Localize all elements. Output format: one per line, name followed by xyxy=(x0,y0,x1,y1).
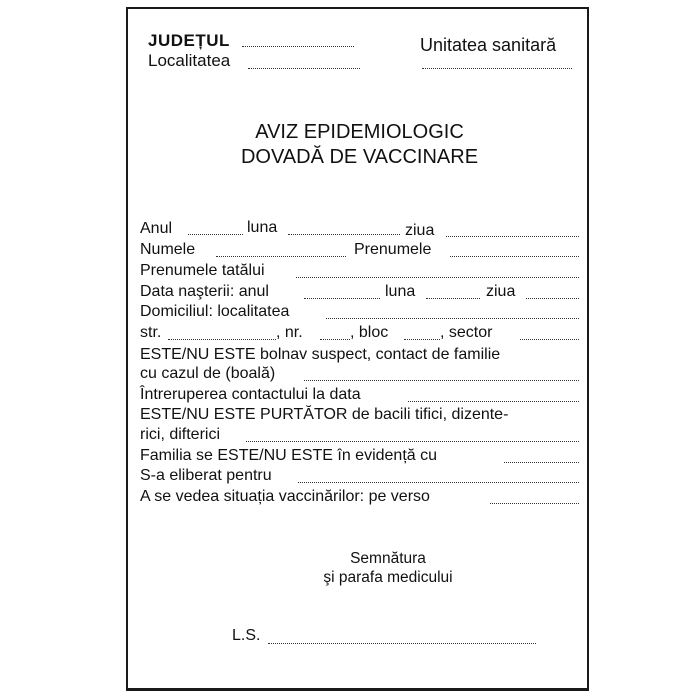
purtator-line-1: ESTE/NU ESTE PURTĂTOR de bacili tifici, dizente- xyxy=(140,406,509,423)
prenumele-field[interactable] xyxy=(450,256,579,257)
prenumele-tatalui-label: Prenumele tatălui xyxy=(140,262,265,279)
parafa-label: şi parafa medicului xyxy=(323,569,453,586)
unitate-sanitara-label: Unitatea sanitară xyxy=(420,35,557,55)
intreruperea-label: Întreruperea contactului la data xyxy=(140,386,361,403)
bloc-field[interactable] xyxy=(404,339,440,340)
boala-field[interactable] xyxy=(304,380,579,381)
anul-label: Anul xyxy=(140,220,173,237)
semnatura-label: Semnătura xyxy=(350,550,426,567)
str-field[interactable] xyxy=(168,339,276,340)
familia-label: Familia se ESTE/NU ESTE în evidență cu xyxy=(140,447,437,464)
sector-field[interactable] xyxy=(520,339,579,340)
ls-signature-field[interactable] xyxy=(268,643,536,644)
data-nasterii-luna-label: luna xyxy=(385,283,416,300)
nr-label: , nr. xyxy=(276,324,303,341)
numele-field[interactable] xyxy=(216,256,346,257)
purtator-field[interactable] xyxy=(246,441,579,442)
prenumele-label: Prenumele xyxy=(354,241,432,258)
domiciliul-label: Domiciliul: localitatea xyxy=(140,303,290,320)
vaccinari-field[interactable] xyxy=(490,503,579,504)
localitate-label: Localitatea xyxy=(148,51,231,70)
luna-field[interactable] xyxy=(288,234,400,235)
localitate-field[interactable] xyxy=(248,68,360,69)
ziua-label: ziua xyxy=(405,222,435,239)
intreruperea-field[interactable] xyxy=(408,401,579,402)
str-label: str. xyxy=(140,324,162,341)
vaccinari-label: A se vedea situația vaccinărilor: pe verso xyxy=(140,488,430,505)
bolnav-suspect-line-2: cu cazul de (boală) xyxy=(140,365,276,382)
bloc-label: , bloc xyxy=(350,324,389,341)
domiciliul-field[interactable] xyxy=(326,318,579,319)
title-line-1: AVIZ EPIDEMIOLOGIC xyxy=(255,121,464,143)
eliberat-field[interactable] xyxy=(298,482,579,483)
data-nasterii-ziua-field[interactable] xyxy=(526,298,579,299)
judet-field[interactable] xyxy=(242,46,354,47)
data-nasterii-anul-field[interactable] xyxy=(304,298,380,299)
form-sheet xyxy=(126,7,589,691)
eliberat-label: S-a eliberat pentru xyxy=(140,467,272,484)
data-nasterii-luna-field[interactable] xyxy=(426,298,480,299)
bolnav-suspect-line-1: ESTE/NU ESTE bolnav suspect, contact de familie xyxy=(140,346,501,363)
prenumele-tatalui-field[interactable] xyxy=(296,277,579,278)
data-nasterii-ziua-label: ziua xyxy=(486,283,516,300)
purtator-line-2: rici, difterici xyxy=(140,426,221,443)
nr-field[interactable] xyxy=(320,339,350,340)
sector-label: , sector xyxy=(440,324,493,341)
data-nasterii-label: Data naşterii: anul xyxy=(140,283,269,300)
judet-label: JUDEȚUL xyxy=(148,31,230,50)
title-line-2: DOVADĂ DE VACCINARE xyxy=(240,146,479,168)
anul-field[interactable] xyxy=(188,234,243,235)
unitate-sanitara-field[interactable] xyxy=(422,68,572,69)
numele-label: Numele xyxy=(140,241,196,258)
familia-field[interactable] xyxy=(504,462,579,463)
ls-label: L.S. xyxy=(232,627,261,644)
ziua-field[interactable] xyxy=(446,236,579,237)
luna-label: luna xyxy=(247,219,278,236)
